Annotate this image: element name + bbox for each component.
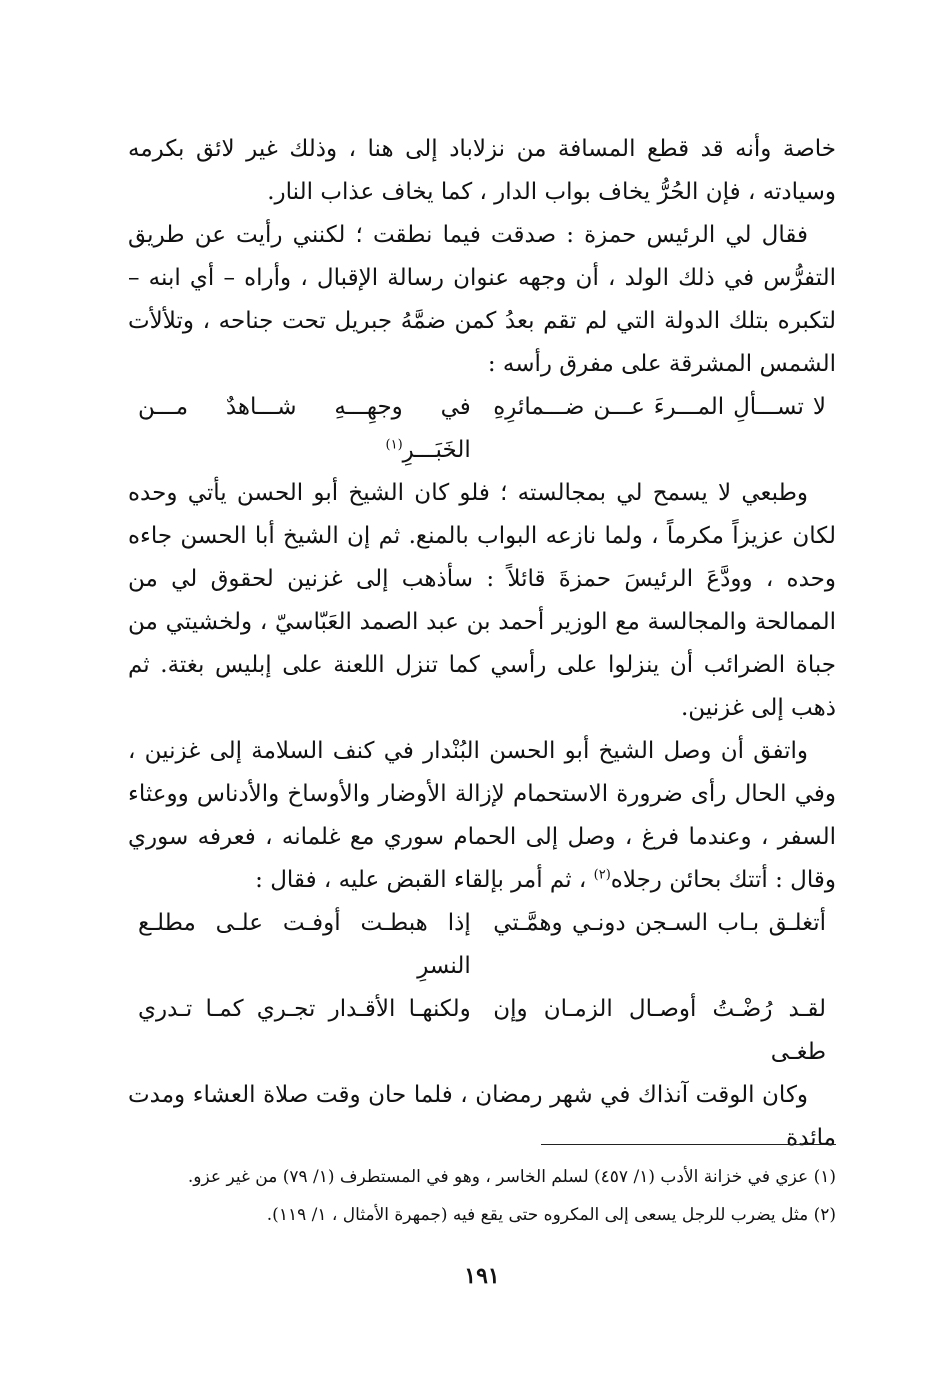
verse-line-3 xyxy=(128,988,836,1074)
verse-1-second-text: في وجهِـــهِ شـــاهدٌ مـــن الخَبَـــرِ xyxy=(138,394,471,463)
book-page xyxy=(128,128,836,1308)
verse-3-second-hemistich: ولكنهـا الأقـدار تجـري كمـا تـدري xyxy=(138,996,471,1022)
page-number: ١٩١ xyxy=(464,1263,500,1289)
paragraph-4-text: واتفق أن وصل الشيخ أبو الحسن البُنْدار في كنف السلامة إلى غزنين ، وفي الحال رأى ضرورة الاستحمام لإزالة الأوضار والأوساخ والأدناس ووعثاء السفر ، وعندما فرغ ، وصل إلى الحمام سوري مع غلمانه ، فعرفه سوري وقال : أتتك بحائن رجلاه xyxy=(128,738,836,893)
verse-1-second-hemistich xyxy=(128,386,471,472)
footnote-1: (١) عزي في خزانة الأدب (١/ ٤٥٧) لسلم الخاسر ، وهو في المستطرف (١/ ٧٩) من غير عزو. xyxy=(187,1167,836,1187)
verse-2-second-hemistich: إذا هبطـت أوفـت علـى مطلـع النسرِ xyxy=(138,910,471,979)
verse-line-1 xyxy=(128,386,836,472)
footnote-ref-1: (١) xyxy=(385,437,403,453)
verse-2-first-hemistich: أتغلـق بـاب السـجن دونـي وهمَّـتي xyxy=(493,910,826,936)
paragraph-2: فقال لي الرئيس حمزة : صدقت فيما نطقت ؛ لكنني رأيت عن طريق التفرُّس في ذلك الولد ، أن وجهه عنوان رسالة الإقبال ، وأراه – أي ابنه – لتكبره بتلك الدولة التي لم تقم بعدُ كمن ضمَّهُ جبريل تحت جناحه ، وتلألأت الشمس المشرقة على مفرق رأسه : xyxy=(128,222,836,377)
footnotes xyxy=(128,1158,836,1234)
paragraph-1: خاصة وأنه قد قطع المسافة من نزلاباد إلى هنا ، وذلك غير لائق بكرمه وسيادته ، فإن الحُرُّ يخاف بواب الدار ، كما يخاف عذاب النار. xyxy=(128,136,836,205)
footnote-divider xyxy=(541,1144,836,1145)
paragraph-4-tail: ، ثم أمر بإلقاء القبض عليه ، فقال : xyxy=(255,867,587,893)
paragraph-5: وكان الوقت آنذاك في شهر رمضان ، فلما حان وقت صلاة العشاء ومدت مائدة xyxy=(128,1082,836,1151)
verse-3-first-hemistich: لقـد رُضْـتُ أوصـال الزمـان وإن طغـى xyxy=(493,996,826,1065)
paragraph-3: وطبعي لا يسمح لي بمجالسته ؛ فلو كان الشيخ أبو الحسن يأتي وحده لكان عزيزاً مكرماً ، ولما نازعه البواب بالمنع. ثم إن الشيخ أبا الحسن جاءه وحده ، وودَّعَ الرئيسَ حمزةَ قائلاً : سأذهب إلى غزنين لحقوق لي من الممالحة والمجالسة مع الوزير أحمد بن عبد الصمد العَبّاسيّ ، ولخشيتي من جباة الضرائب أن ينزلوا على رأسي كما تنزل اللعنة على إبليس بغتة. ثم ذهب إلى غزنين. xyxy=(128,480,836,721)
main-text xyxy=(128,128,836,1160)
verse-line-2 xyxy=(128,902,836,988)
paragraph-4 xyxy=(128,730,836,902)
footnote-ref-2: (٢) xyxy=(593,867,611,883)
verse-1-first-hemistich: لا تســـألِ المـــرءَ عـــن ضـــمائرِهِ xyxy=(493,394,826,420)
footnote-2: (٢) مثل يضرب للرجل يسعى إلى المكروه حتى يقع فيه (جمهرة الأمثال ، ١/ ١١٩). xyxy=(266,1205,836,1225)
